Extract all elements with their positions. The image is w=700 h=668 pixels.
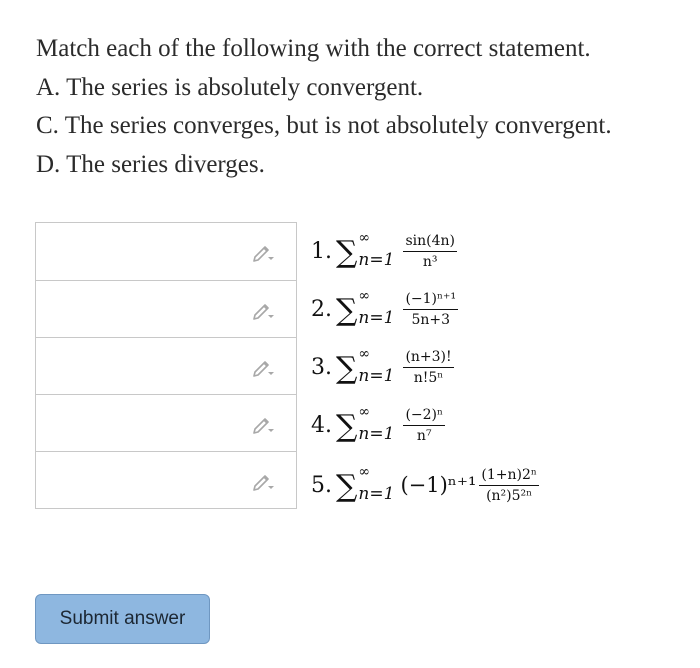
pencil-dropdown-icon[interactable] bbox=[252, 242, 278, 262]
denominator: n⁷ bbox=[416, 427, 432, 444]
numerator: (−2)ⁿ bbox=[403, 407, 445, 426]
instruction-text: Match each of the following with the correct statement. bbox=[36, 35, 591, 62]
denominator: (n²)5²ⁿ bbox=[486, 487, 533, 504]
fraction bbox=[403, 291, 458, 328]
answer-box-3[interactable] bbox=[35, 338, 297, 395]
sum-limits bbox=[358, 346, 395, 386]
lower-limit: n=1 bbox=[358, 250, 395, 270]
fraction bbox=[403, 233, 457, 270]
series-number: 1. bbox=[311, 238, 332, 264]
fraction bbox=[403, 349, 453, 386]
numerator: (n+3)! bbox=[403, 349, 453, 368]
sum-limits bbox=[358, 288, 395, 328]
answer-column bbox=[35, 222, 297, 509]
series-prefix: (−1)ⁿ⁺¹ bbox=[400, 473, 477, 497]
series-item-4 bbox=[311, 396, 445, 454]
lower-limit: n=1 bbox=[358, 484, 395, 504]
denominator: n!5ⁿ bbox=[413, 369, 444, 386]
upper-limit: ∞ bbox=[358, 404, 371, 420]
sigma-symbol: ∑ bbox=[336, 351, 358, 386]
lower-limit: n=1 bbox=[358, 308, 395, 328]
sigma-symbol: ∑ bbox=[336, 293, 358, 328]
series-number: 2. bbox=[311, 296, 332, 322]
option-d: D. The series diverges. bbox=[36, 150, 265, 178]
option-c: C. The series converges, but is not absolutely convergent. bbox=[36, 112, 612, 139]
series-item-1 bbox=[311, 222, 457, 280]
denominator: n³ bbox=[422, 253, 438, 270]
numerator: sin(4n) bbox=[403, 233, 457, 252]
sigma-symbol: ∑ bbox=[336, 235, 358, 270]
fraction bbox=[403, 407, 445, 444]
sum-limits bbox=[358, 404, 395, 444]
denominator: 5n+3 bbox=[411, 311, 451, 328]
sigma-symbol: ∑ bbox=[336, 409, 358, 444]
series-item-5 bbox=[311, 456, 539, 514]
upper-limit: ∞ bbox=[358, 346, 371, 362]
pencil-dropdown-icon[interactable] bbox=[252, 471, 278, 491]
numerator: (−1)ⁿ⁺¹ bbox=[403, 291, 458, 310]
upper-limit: ∞ bbox=[358, 230, 371, 246]
series-number: 4. bbox=[311, 412, 332, 438]
series-item-3 bbox=[311, 338, 454, 396]
numerator: (1+n)2ⁿ bbox=[479, 467, 539, 486]
submit-answer-button[interactable]: Submit answer bbox=[35, 594, 210, 644]
option-a: A. The series is absolutely convergent. bbox=[36, 73, 424, 101]
pencil-dropdown-icon[interactable] bbox=[252, 414, 278, 434]
fraction bbox=[479, 467, 539, 504]
sigma-symbol: ∑ bbox=[336, 469, 358, 504]
series-number: 3. bbox=[311, 354, 332, 380]
pencil-dropdown-icon[interactable] bbox=[252, 300, 278, 320]
answer-box-5[interactable] bbox=[35, 452, 297, 509]
answer-box-4[interactable] bbox=[35, 395, 297, 452]
answer-box-1[interactable] bbox=[35, 222, 297, 281]
sum-limits bbox=[358, 464, 395, 504]
answer-box-2[interactable] bbox=[35, 281, 297, 338]
series-number: 5. bbox=[311, 472, 332, 498]
question-prompt bbox=[36, 30, 686, 184]
lower-limit: n=1 bbox=[358, 366, 395, 386]
pencil-dropdown-icon[interactable] bbox=[252, 357, 278, 377]
upper-limit: ∞ bbox=[358, 288, 371, 304]
sum-limits bbox=[358, 230, 395, 270]
upper-limit: ∞ bbox=[358, 464, 371, 480]
series-item-2 bbox=[311, 280, 458, 338]
lower-limit: n=1 bbox=[358, 424, 395, 444]
